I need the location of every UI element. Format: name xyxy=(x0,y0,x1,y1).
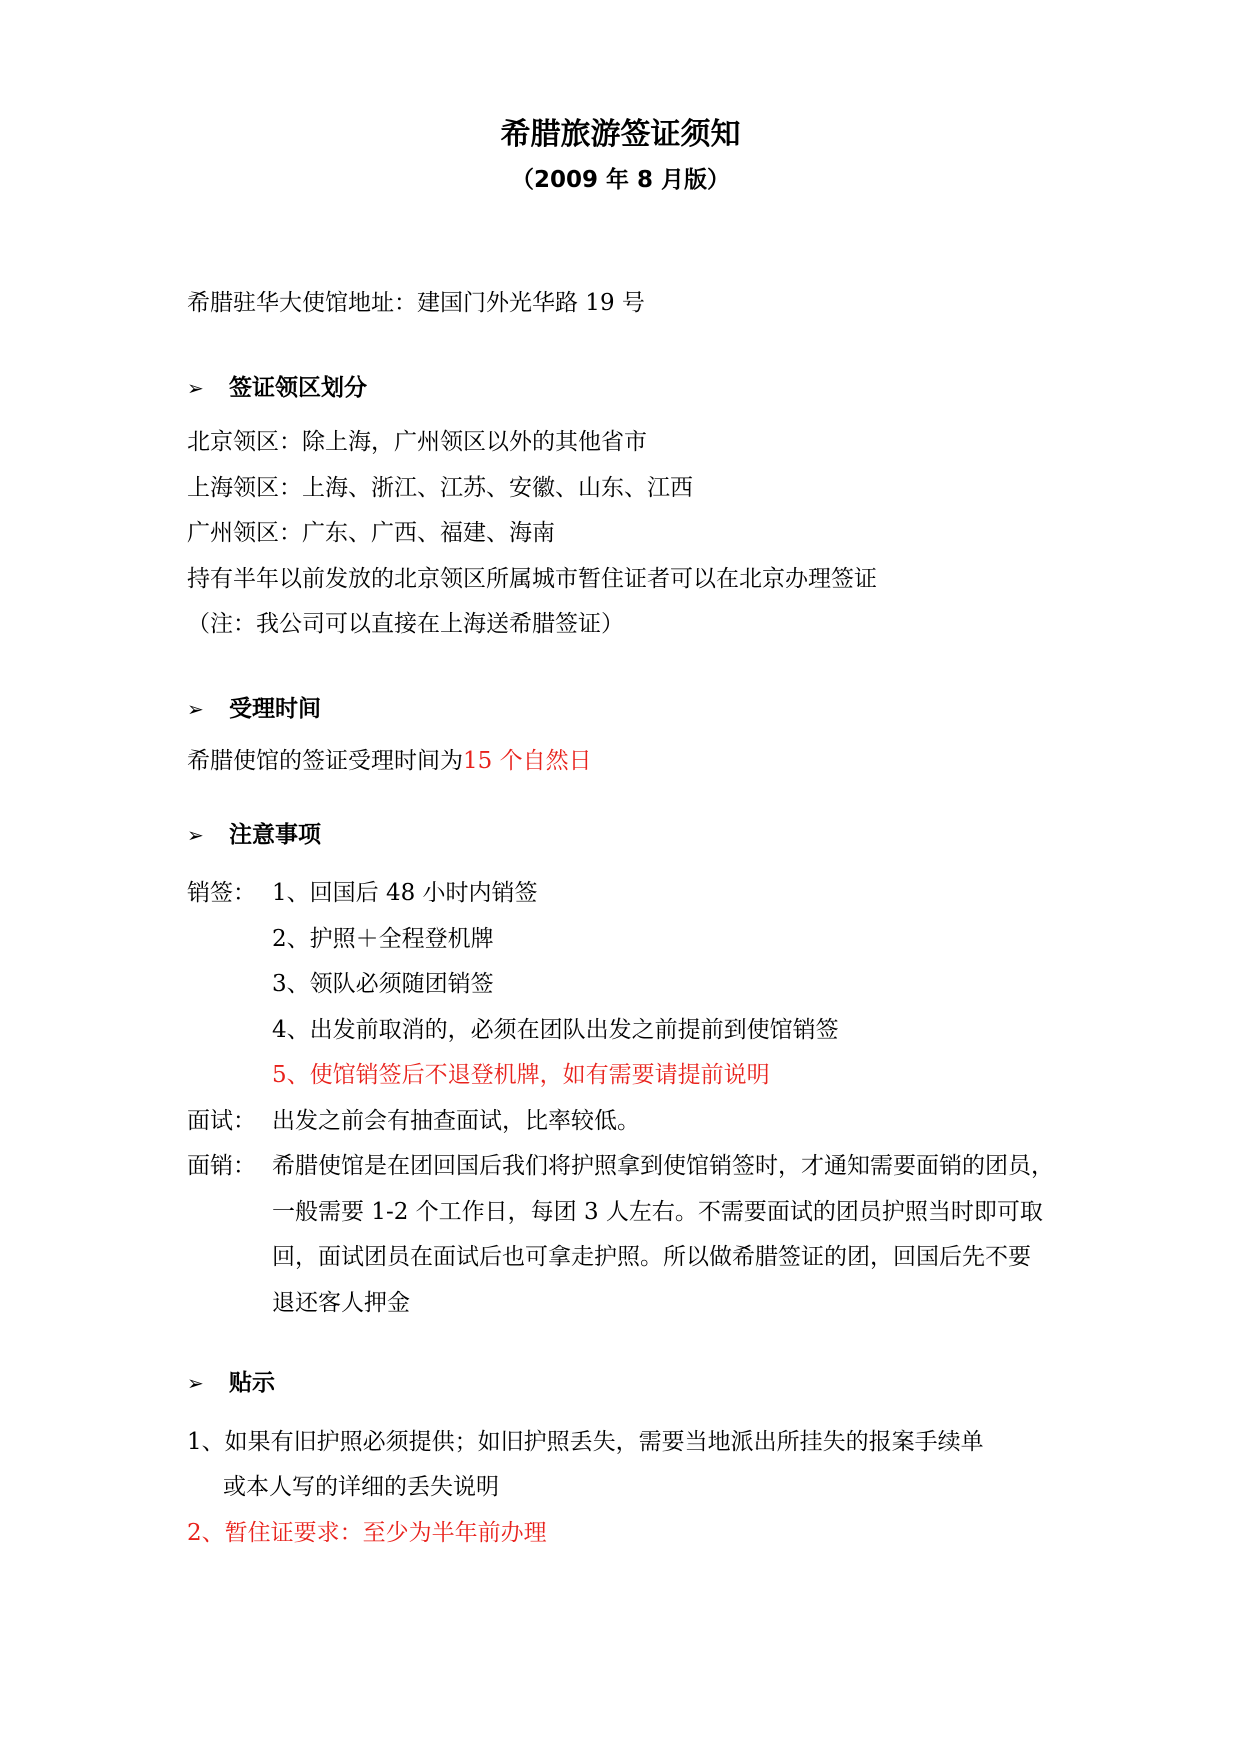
consular-line: 北京领区：除上海，广州领区以外的其他省市 xyxy=(187,429,647,455)
section-heading-label: 贴示 xyxy=(229,1370,275,1396)
section-heading-tips xyxy=(187,1368,275,1398)
consular-line: 上海领区：上海、浙江、江苏、安徽、山东、江西 xyxy=(187,475,693,501)
cancel-item: 4、出发前取消的，必须在团队出发之前提前到使馆销签 xyxy=(272,1017,839,1043)
cancel-interview-line: 希腊使馆是在团回国后我们将护照拿到使馆销签时，才通知需要面销的团员， xyxy=(272,1153,1054,1179)
cancel-interview-line: 退还客人押金 xyxy=(272,1290,410,1316)
processing-time-highlight: 15 个自然日 xyxy=(463,748,592,774)
interview-text: 出发之前会有抽查面试，比率较低。 xyxy=(272,1108,640,1134)
section-heading-processing xyxy=(187,694,321,724)
section-heading-label: 注意事项 xyxy=(229,822,321,848)
cancel-interview-label: 面销： xyxy=(187,1153,256,1179)
cancel-interview-line: 一般需要 1-2 个工作日，每团 3 人左右。不需要面试的团员护照当时即可取 xyxy=(272,1199,1043,1225)
section-heading-label: 受理时间 xyxy=(229,696,321,722)
section-heading-notes xyxy=(187,820,321,850)
consular-line: 持有半年以前发放的北京领区所属城市暂住证者可以在北京办理签证 xyxy=(187,566,877,592)
section-heading-label: 签证领区划分 xyxy=(229,375,367,401)
cancel-item-highlight: 5、使馆销签后不退登机牌，如有需要请提前说明 xyxy=(272,1062,770,1088)
consular-line: 广州领区：广东、广西、福建、海南 xyxy=(187,520,555,546)
bullet-arrow-icon: ➢ xyxy=(187,697,204,721)
processing-time-text xyxy=(187,746,592,776)
processing-time-prefix: 希腊使馆的签证受理时间为 xyxy=(187,748,463,774)
page-subtitle: （2009 年 8 月版） xyxy=(510,167,731,193)
bullet-arrow-icon: ➢ xyxy=(187,1371,204,1395)
tip-item-1-continued: 或本人写的详细的丢失说明 xyxy=(223,1474,499,1500)
tip-item-1: 1、如果有旧护照必须提供；如旧护照丢失，需要当地派出所挂失的报案手续单 xyxy=(187,1429,984,1455)
interview-label: 面试： xyxy=(187,1108,256,1134)
tip-item-2: 2、暂住证要求：至少为半年前办理 xyxy=(187,1520,547,1546)
embassy-address: 希腊驻华大使馆地址：建国门外光华路 19 号 xyxy=(187,290,645,316)
section-heading-consular xyxy=(187,373,367,403)
page-title: 希腊旅游签证须知 xyxy=(500,117,741,152)
bullet-arrow-icon: ➢ xyxy=(187,376,204,400)
consular-note: （注：我公司可以直接在上海送希腊签证） xyxy=(187,611,624,637)
cancel-item: 1、回国后 48 小时内销签 xyxy=(272,880,538,906)
cancel-item: 3、领队必须随团销签 xyxy=(272,971,494,997)
cancel-label: 销签： xyxy=(187,880,256,906)
bullet-arrow-icon: ➢ xyxy=(187,823,204,847)
cancel-interview-line: 回，面试团员在面试后也可拿走护照。所以做希腊签证的团，回国后先不要 xyxy=(272,1244,1031,1270)
cancel-item: 2、护照＋全程登机牌 xyxy=(272,926,494,952)
